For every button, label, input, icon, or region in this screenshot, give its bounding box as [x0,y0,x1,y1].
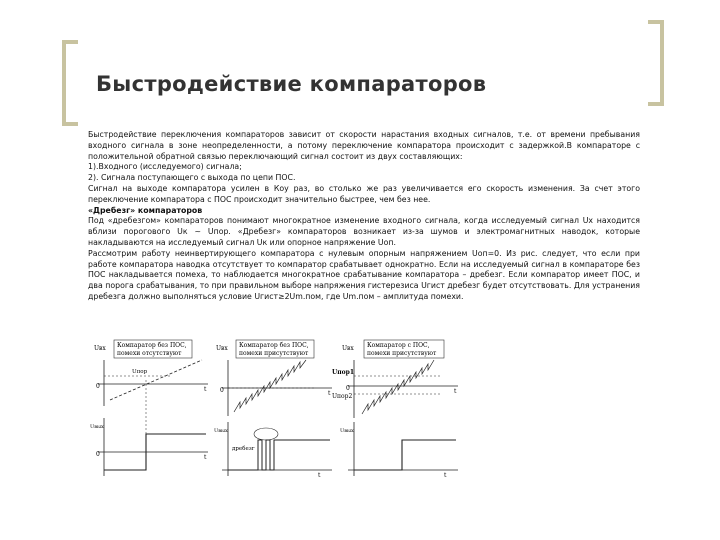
left-bracket-decoration [62,40,78,126]
panel1-origin-2: 0 [96,451,100,458]
panel3-output-step [354,440,456,470]
panel2-y-label: Uвх [216,345,228,352]
paragraph-gain: Сигнал на выходе компаратора усилен в Коу раз, во столько же раз увеличивается его скорость изменения. За счет этого переключение компаратора с ПОС происходит значительно быстрее, чем без нее. [88,183,640,204]
panel2-y-label2: Uвых [214,428,228,434]
paragraph-intro: Быстродействие переключения компараторов зависит от скорости нарастания входных сигналов, т.е. от времени пребывания входного сигнала в зоне неопределенности, а потому переключение компаратора происходит с задержкой.В компараторе с положительной обратной связью переключающий сигнал состоит из двух составляющих: [88,130,640,161]
panel1-t-2: t [204,454,207,461]
panel1-t: t [204,386,207,393]
panel2-caption-line2: помехи присутствуют [239,350,309,357]
paragraph-bounce-analysis: Рассмотрим работу неинвертирующего компаратора с нулевым опорным напряжением Uоп=0. Из рис. следует, что если при работе компаратора наводка отсутствует то компаратор срабатывает однократно. Если на исследуемый сигнал в компараторе без ПОС накладывается помеха, то наблюдается многократное срабатывание компаратора – дребезг. Если компаратор имеет ПОС, и два порога срабатывания, то при правильном выборе напряжения гистерезиса Uгист дребезг будет отсутствовать. Для устранения дребезга должно выполняться условие Uгист≥2Um.пом, где Um.пом – амплитуда помехи. [88,248,640,301]
page-title: Быстродействие компараторов [96,72,487,96]
panel-no-feedback-no-noise [90,340,208,476]
panel3-noisy-input [362,360,434,414]
panel2-bounce-highlight [254,428,278,440]
panel2-noisy-input [234,360,306,412]
panel3-y-label: Uвх [342,345,354,352]
panel3-upper-threshold-label: Uпор1 [332,369,354,376]
panel-with-feedback-with-noise [332,340,458,479]
panel1-input-ramp [110,360,202,400]
panel1-caption-line2: помехи отсутствуют [117,350,182,357]
panel3-y-label2: Uвых [340,428,354,434]
panel1-caption-line1: Компаратор без ПОС, [117,342,187,349]
panel3-t: t [454,388,457,395]
right-bracket-decoration [648,20,664,106]
paragraph-item-2: 2). Сигнала поступающего с выхода по цепи ПОС. [88,173,296,183]
panel1-y-label2: Uвых [90,424,104,430]
panel2-t: t [328,390,331,397]
panel3-caption-line2: помехи присутствуют [367,350,437,357]
panel2-t-2: t [318,472,321,479]
panel3-lower-threshold-label: Uпор2 [332,393,353,400]
panel2-origin: 0 [220,387,224,394]
panel1-y-label: Uвх [94,345,106,352]
panel3-t-2: t [444,472,447,479]
paragraph-bounce-definition: Под «дребезгом» компараторов понимают многократное изменение входного сигнала, когда исследуемый сигнал Uх находится вблизи порогового Uк ~ Uпор. «Дребезг» компараторов возникает из-за шумов и электромагнитных наводок, которые накладываются на исследуемый сигнал Uк или опорное напряжение Uоп. [88,216,640,247]
section-heading-bounce: «Дребезг» компараторов [88,205,203,215]
panel2-caption-line1: Компаратор без ПОС, [239,342,309,349]
panel2-bounce-label: дребезг [232,446,255,452]
paragraph-item-1: 1).Входного (исследуемого) сигнала; [88,162,242,172]
panel-no-feedback-with-noise [214,340,332,479]
panel1-origin: 0 [96,383,100,390]
comparator-timing-figure [90,336,460,486]
panel2-output-bounce [228,440,330,470]
body-text [88,130,640,303]
panel1-threshold-label: Uпор [132,369,148,375]
panel3-origin: 0 [346,385,350,392]
panel3-caption-line1: Компаратор с ПОС, [367,342,430,349]
